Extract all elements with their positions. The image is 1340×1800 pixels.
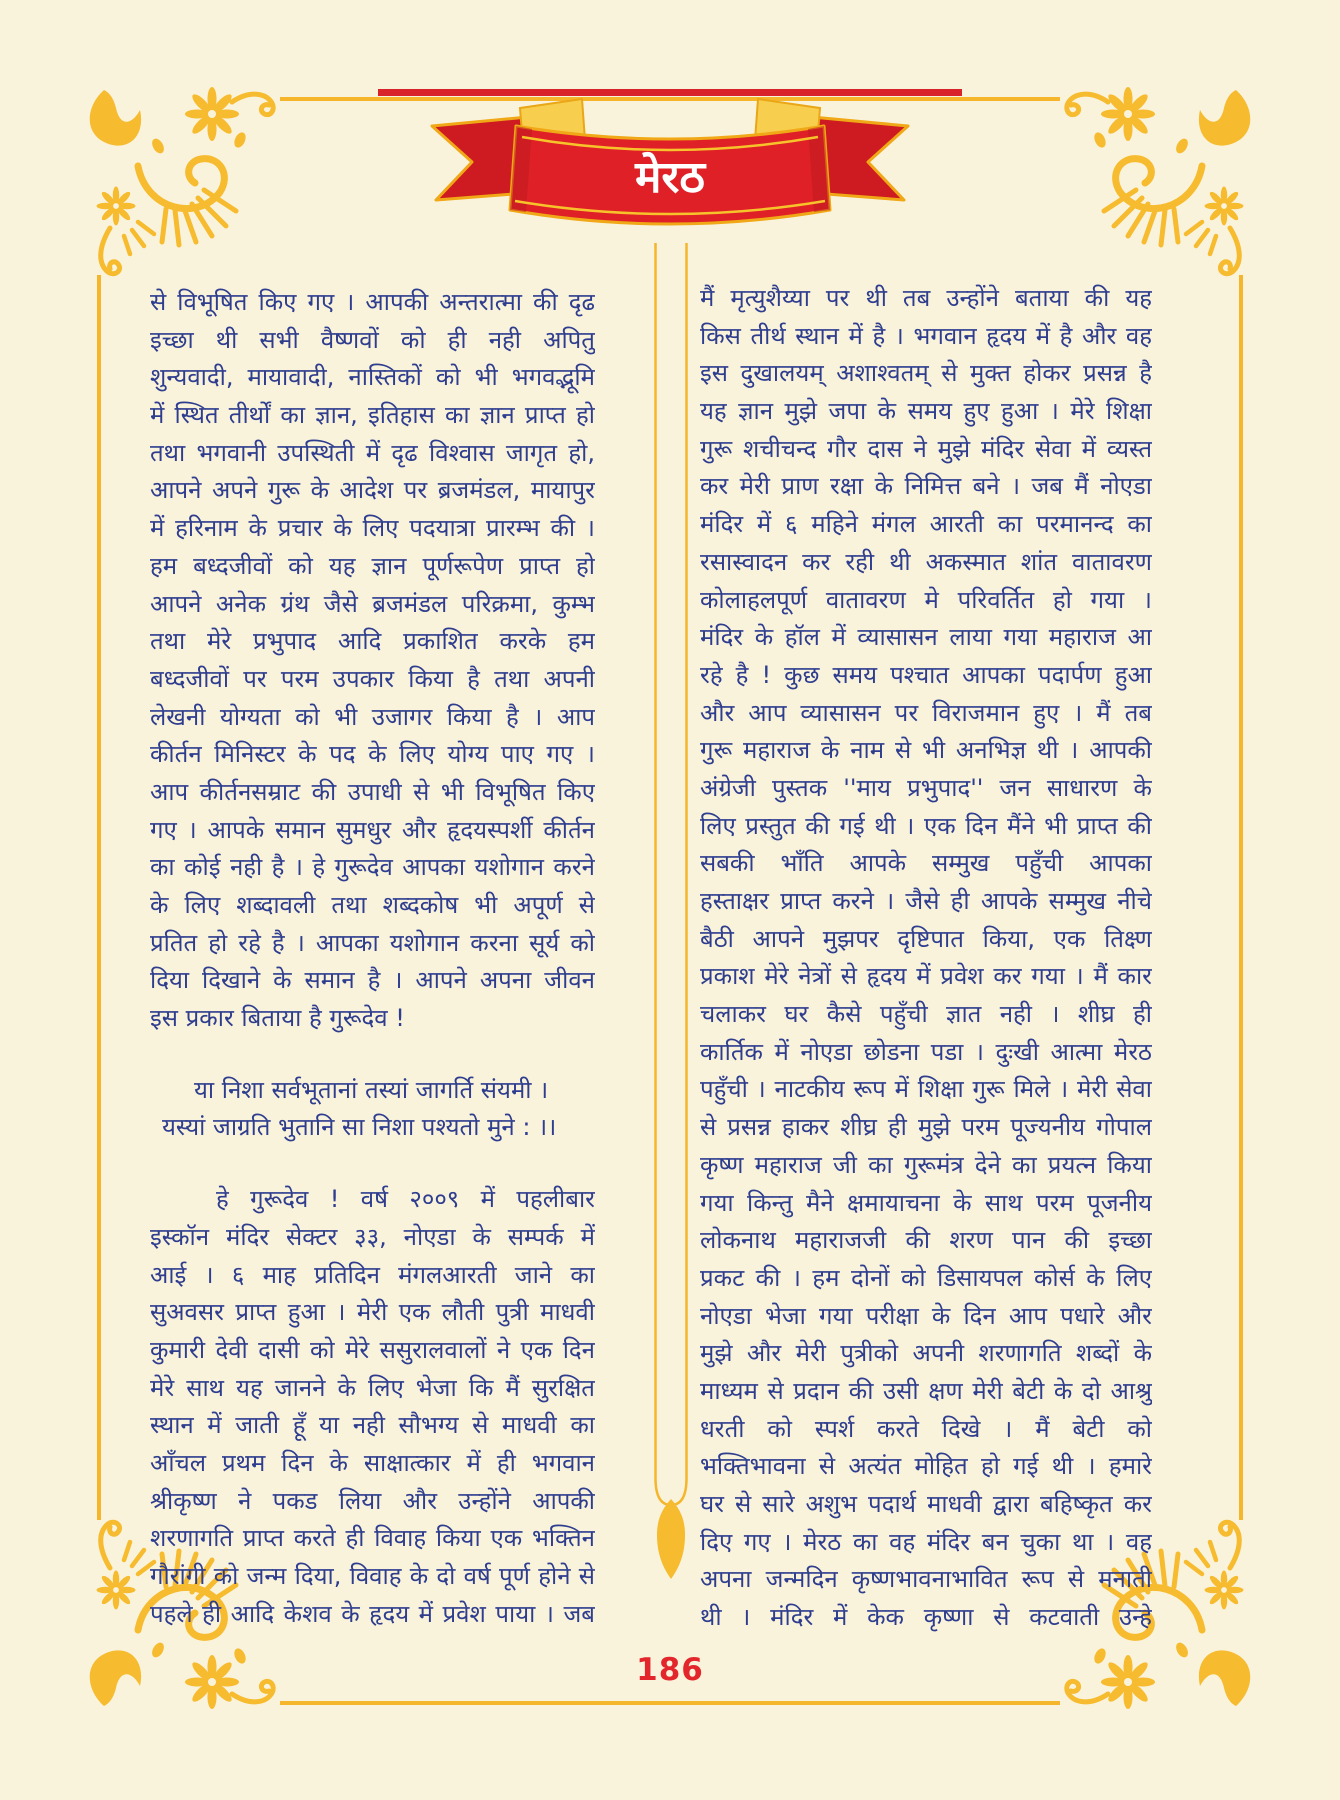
text-line: चलाकर घर कैसे पहुँची ज्ञात नही । शीघ्र ही — [700, 1000, 1152, 1029]
text-line: इस प्रकार बिताया है गुरूदेव ! — [150, 1004, 405, 1033]
text-line: कार्तिक में नोएडा छोडना पडा । दुःखी आत्मा मेरठ — [700, 1037, 1152, 1066]
column-divider-ornament — [650, 243, 692, 1583]
text-line: धरती को स्पर्श करते दिखे । मैं बेटी को — [700, 1414, 1152, 1443]
text-line: लोकनाथ महाराजजी की शरण पान की इच्छा — [700, 1226, 1152, 1255]
text-line: थी । मंदिर में केक कृष्णा से कटवाती उन्हे — [700, 1603, 1152, 1632]
paragraph-gap — [150, 1038, 595, 1072]
text-line: शरणागति प्राप्त करते ही विवाह किया एक भक्तिन — [150, 1524, 595, 1553]
paragraph-gap — [150, 1147, 595, 1181]
text-line: बैठी आपने मुझपर दृष्टिपात किया, एक तिक्ष्ण — [700, 924, 1152, 953]
text-line: मैं मृत्युशैय्या पर थी तब उन्होंने बताया की यह — [700, 284, 1152, 312]
chapter-title: मेरठ — [635, 152, 705, 203]
text-line: और आप व्यासासन पर विराजमान हुए । मैं तब — [700, 698, 1152, 727]
text-line: सुअवसर प्राप्त हुआ । मेरी एक लौती पुत्री माधवी — [150, 1298, 595, 1327]
text-line: प्रकाश मेरे नेत्रों से हृदय में प्रवेश कर गया । मैं कार — [700, 962, 1152, 991]
text-line: अंग्रेजी पुस्तक ''माय प्रभुपाद'' जन साधारण के — [700, 773, 1152, 802]
text-line: आपने अपने गुरू के आदेश पर ब्रजमंडल, मायापुर — [150, 476, 595, 505]
text-line: हे गुरूदेव ! वर्ष २००९ में पहलीबार — [216, 1185, 595, 1214]
text-line: दिए गए । मेरठ का वह मंदिर बन चुका था । वह — [700, 1527, 1152, 1556]
text-line: शुन्यवादी, मायावादी, नास्तिकों को भी भगवद्भूमि — [150, 363, 595, 392]
text-line: कुमारी देवी दासी को मेरे ससुरालवालों ने एक दिन — [150, 1335, 595, 1364]
text-line: अपना जन्मदिन कृष्णभावनाभावित रूप से मनाती — [700, 1565, 1152, 1594]
text-line: कीर्तन मिनिस्टर के पद के लिए योग्य पाए गए । — [150, 740, 595, 769]
text-line: गौरांगी को जन्म दिया, विवाह के दो वर्ष पूर्ण होने से — [150, 1562, 595, 1590]
paragraph — [150, 1181, 595, 1633]
text-line: सबकी भाँति आपके सम्मुख पहुँची आपका — [700, 849, 1152, 878]
text-line: पहुँची । नाटकीय रूप में शिक्षा गुरू मिले । मेरी सेवा — [700, 1075, 1152, 1104]
text-line: इस दुखालयम् अशाश्वतम् से मुक्त होकर प्रसन्न है — [700, 359, 1152, 388]
text-line: में हरिनाम के प्रचार के लिए पदयात्रा प्रारम्भ की । — [150, 514, 595, 543]
text-line: कोलाहलपूर्ण वातावरण मे परिवर्तित हो गया । — [700, 585, 1152, 614]
text-line: प्रतित हो रहे है । आपका यशोगान करना सूर्य को — [150, 928, 595, 957]
text-line: लिए प्रस्तुत की गई थी । एक दिन मैंने भी प्राप्त की — [700, 811, 1152, 840]
text-line: भक्तिभावना से अत्यंत मोहित हो गई थी । हमारे — [700, 1452, 1152, 1481]
text-line: हस्ताक्षर प्राप्त करने । जैसे ही आपके सम्मुख नीचे — [700, 887, 1152, 915]
verse-line: यस्यां जाग्रति भुतानि सा निशा पश्यतो मुने : ।। — [162, 1113, 557, 1142]
text-line: बध्दजीवों पर परम उपकार किया है तथा अपनी — [150, 664, 595, 693]
text-line: इच्छा थी सभी वैष्णवों को ही नही अपितु — [150, 325, 595, 354]
text-line: आँचल प्रथम दिन के साक्षात्कार में ही भगवान — [150, 1448, 595, 1477]
text-line: श्रीकृष्ण ने पकड लिया और उन्होंने आपकी — [150, 1486, 595, 1515]
left-text-column — [150, 284, 595, 1633]
sanskrit-verse — [150, 1072, 595, 1147]
text-line: यह ज्ञान मुझे जपा के समय हुए हुआ । मेरे शिक्षा — [700, 397, 1152, 426]
text-line: के लिए शब्दावली तथा शब्दकोष भी अपूर्ण से — [150, 891, 595, 919]
verse-line: या निशा सर्वभूतानां तस्यां जागर्ति संयमी । — [194, 1075, 549, 1104]
text-line: दिया दिखाने के समान है । आपने अपना जीवन — [150, 966, 595, 995]
text-line: आपने अनेक ग्रंथ जैसे ब्रजमंडल परिक्रमा, कुम्भ — [150, 589, 595, 618]
text-line: मुझे और मेरी पुत्रीको अपनी शरणागति शब्दों के — [700, 1339, 1152, 1368]
text-line: आई । ६ माह प्रतिदिन मंगलआरती जाने का — [150, 1260, 595, 1289]
text-line: से विभूषित किए गए । आपकी अन्तरात्मा की दृढ — [150, 288, 595, 316]
text-line: तथा भगवानी उपस्थिती में दृढ विश्वास जागृत हो, — [150, 438, 595, 467]
frame-right-rule — [1239, 275, 1243, 1520]
text-line: स्थान में जाती हूँ या नही सौभग्य से माधवी का — [150, 1411, 595, 1440]
text-line: कृष्ण महाराज जी का गुरूमंत्र देने का प्रयत्न किया — [700, 1150, 1152, 1179]
text-line: लेखनी योग्यता को भी उजागर किया है । आप — [150, 702, 595, 731]
text-line: माध्यम से प्रदान की उसी क्षण मेरी बेटी के दो आश्रु — [700, 1376, 1152, 1405]
text-line: मंदिर में ६ महिने मंगल आरती का परमानन्द का — [700, 510, 1152, 539]
text-line: मंदिर के हॉल में व्यासासन लाया गया महाराज आ — [700, 623, 1152, 652]
text-line: रहे है ! कुछ समय पश्चात आपका पदार्पण हुआ — [700, 660, 1152, 689]
text-line: गुरू शचीचन्द गौर दास ने मुझे मंदिर सेवा में व्यस्त — [700, 434, 1152, 463]
text-line: कर मेरी प्राण रक्षा के निमित्त बने । जब मैं नोएडा — [700, 472, 1152, 501]
text-line: आप कीर्तनसम्राट की उपाधी से भी विभूषित किए — [150, 777, 595, 806]
text-line: तथा मेरे प्रभुपाद आदि प्रकाशित करके हम — [150, 627, 595, 656]
paragraph-continued — [150, 284, 595, 1038]
text-line: हम बध्दजीवों को यह ज्ञान पूर्णरूपेण प्राप्त हो — [150, 551, 595, 580]
frame-left-rule — [97, 275, 101, 1520]
text-line: का कोई नही है । हे गुरूदेव आपका यशोगान करने — [150, 853, 595, 882]
divider-drop — [657, 1499, 685, 1579]
page-number: 186 — [636, 1652, 704, 1688]
chapter-banner — [420, 92, 920, 240]
text-line: इस्कॉन मंदिर सेक्टर ३३, नोएडा के सम्पर्क में — [150, 1222, 595, 1251]
text-line: गए । आपके समान सुमधुर और हृदयस्पर्शी कीर्तन — [150, 815, 595, 844]
text-line: प्रकट की । हम दोनों को डिसायपल कोर्स के लिए — [700, 1263, 1152, 1292]
text-line: मेरे साथ यह जानने के लिए भेजा कि मैं सुरक्षित — [150, 1373, 595, 1402]
text-line: पहले ही आदि केशव के हृदय में प्रवेश पाया । जब — [150, 1599, 595, 1628]
text-line: किस तीर्थ स्थान में है । भगवान हृदय में है और वह — [700, 321, 1152, 350]
text-line: घर से सारे अशुभ पदार्थ माधवी द्वारा बहिष्कृत कर — [700, 1490, 1152, 1518]
corner-ornament-top-right — [1060, 80, 1260, 280]
text-line: गुरू महाराज के नाम से भी अनभिज्ञ थी । आपकी — [700, 736, 1152, 765]
right-text-column — [700, 280, 1152, 1637]
paragraph — [700, 280, 1152, 1637]
text-line: नोएडा भेजा गया परीक्षा के दिन आप पधारे और — [700, 1301, 1152, 1330]
text-line: गया किन्तु मैने क्षमायाचना के साथ परम पूजनीय — [700, 1188, 1152, 1217]
text-line: से प्रसन्न हाकर शीघ्र ही मुझे परम पूज्यनीय गोपाल — [700, 1113, 1152, 1142]
text-line: रसास्वादन कर रही थी अकस्मात शांत वातावरण — [700, 547, 1152, 576]
frame-bottom-rule — [280, 1701, 1060, 1705]
text-line: में स्थित तीर्थों का ज्ञान, इतिहास का ज्ञान प्राप्त हो — [150, 401, 595, 430]
corner-ornament-top-left — [80, 80, 280, 280]
